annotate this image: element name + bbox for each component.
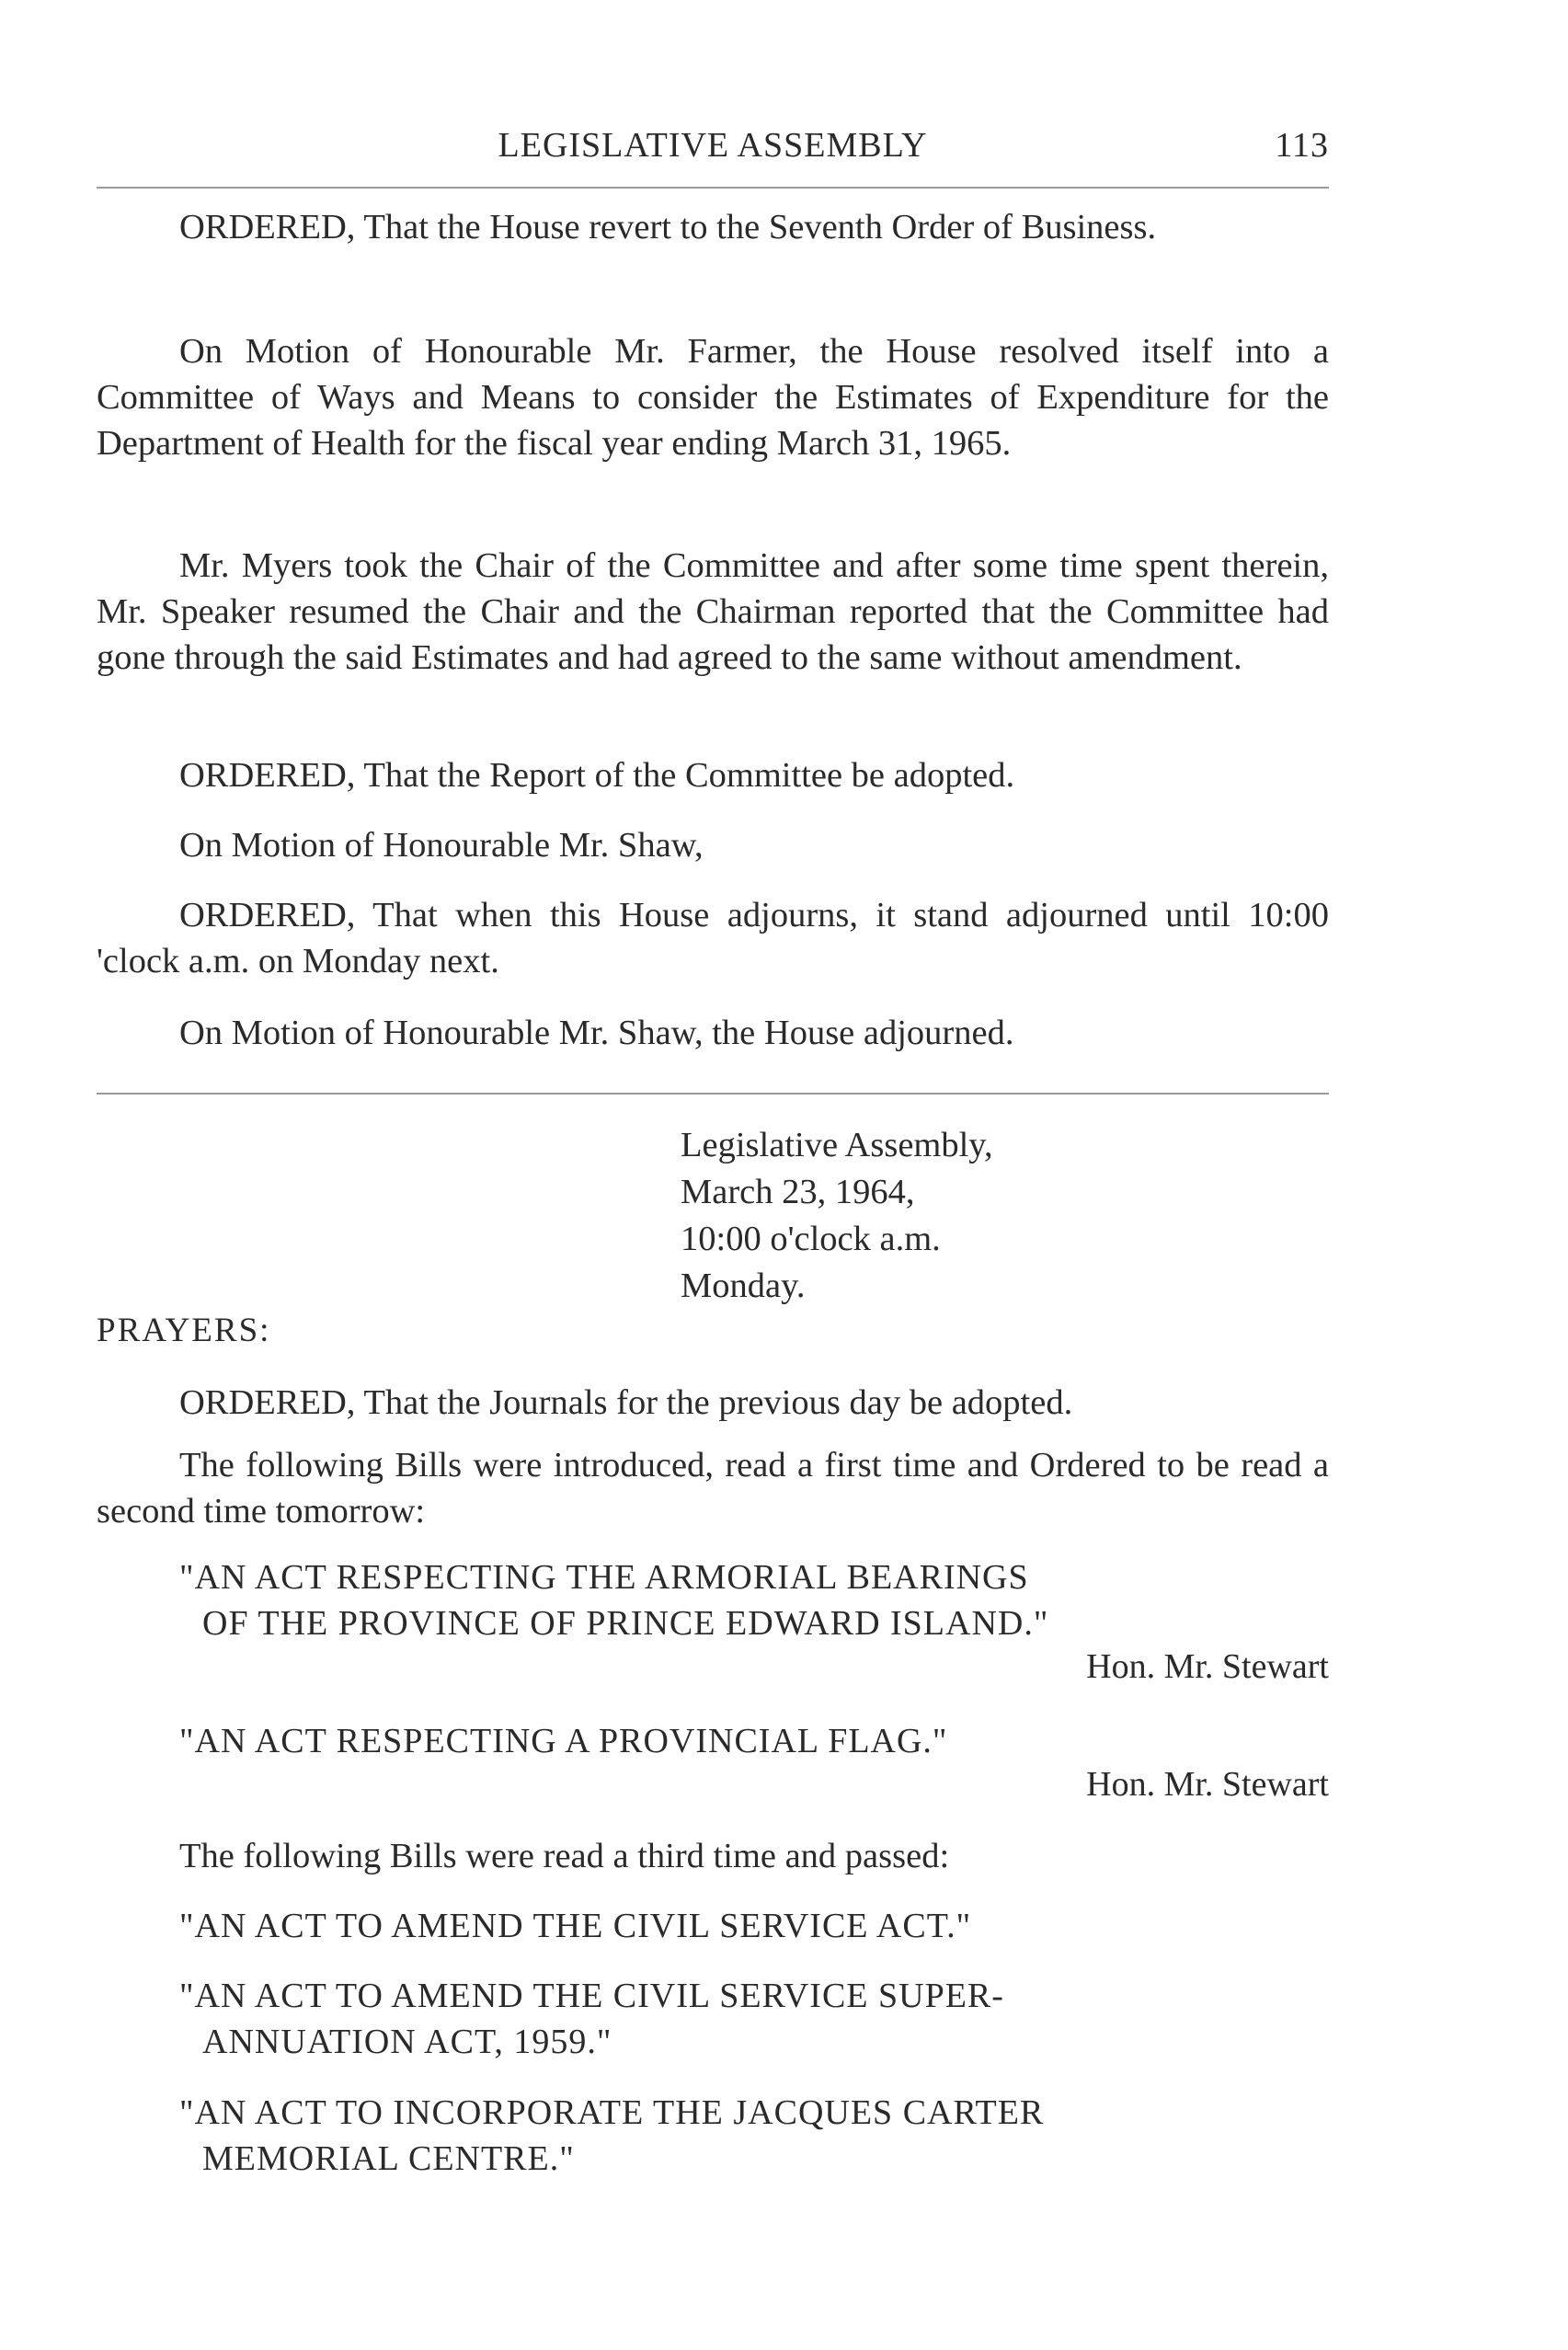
bill-sponsor: Hon. Mr. Stewart xyxy=(1086,1765,1329,1804)
bill-title-line: "AN ACT TO AMEND THE CIVIL SERVICE SUPER- xyxy=(179,1977,1004,2015)
running-header xyxy=(97,125,1329,180)
bill-title-line: ANNUATION ACT, 1959." xyxy=(202,2023,612,2061)
adjournment-order-paragraph: ORDERED, That when this House adjourns, it stand adjourned until 10:00 'clock a.m. on Monday next. xyxy=(97,896,1329,980)
bill-title-line: "AN ACT TO INCORPORATE THE JACQUES CARTER xyxy=(179,2093,1045,2132)
committee-report-paragraph: Mr. Myers took the Chair of the Committee and after some time spent therein, Mr. Speaker resumed the Chair and the Chairman reported that the Committee had gone through the said Estimates and had agreed to the same without amendment. xyxy=(97,546,1329,677)
bill-title-line: MEMORIAL CENTRE." xyxy=(202,2139,575,2178)
dateline-date: March 23, 1964, xyxy=(681,1173,915,1211)
bill-jacques-carter xyxy=(179,2090,1329,2182)
dateline-day: Monday. xyxy=(681,1267,806,1305)
bill-civil-service-superannuation xyxy=(179,1973,1329,2065)
bill-title-line: OF THE PROVINCE OF PRINCE EDWARD ISLAND." xyxy=(202,1604,1049,1643)
bill-title-line: "AN ACT RESPECTING A PROVINCIAL FLAG." xyxy=(179,1722,948,1760)
header-title: LEGISLATIVE ASSEMBLY xyxy=(498,126,928,165)
bills-passed-paragraph: The following Bills were read a third time and passed: xyxy=(179,1837,950,1875)
committee-motion-paragraph: On Motion of Honourable Mr. Farmer, the House resolved itself into a Committee of Ways and Means to consider the Estimates of Expenditure for the Department of Health for the fiscal year ending March 31, 1965. xyxy=(97,332,1329,463)
page-number: 113 xyxy=(1275,126,1329,165)
house-adjourned-paragraph: On Motion of Honourable Mr. Shaw, the House adjourned. xyxy=(179,1014,1014,1052)
bill-title-line: "AN ACT TO AMEND THE CIVIL SERVICE ACT." xyxy=(179,1907,972,1945)
section-rule xyxy=(97,1093,1329,1095)
prayers-heading: PRAYERS: xyxy=(97,1312,271,1349)
sitting-dateline xyxy=(681,1122,993,1310)
header-rule xyxy=(97,187,1329,189)
bill-sponsor: Hon. Mr. Stewart xyxy=(1086,1647,1329,1686)
bill-civil-service xyxy=(179,1903,1329,1949)
bill-armorial-bearings xyxy=(179,1554,1329,1646)
order-revert-paragraph: ORDERED, That the House revert to the Seventh Order of Business. xyxy=(179,208,1157,246)
dateline-place: Legislative Assembly, xyxy=(681,1126,993,1164)
shaw-motion-paragraph: On Motion of Honourable Mr. Shaw, xyxy=(179,826,704,865)
dateline-time: 10:00 o'clock a.m. xyxy=(681,1220,941,1258)
bills-introduced-paragraph: The following Bills were introduced, read a first time and Ordered to be read a second time tomorrow: xyxy=(97,1446,1329,1530)
bill-title-line: "AN ACT RESPECTING THE ARMORIAL BEARINGS xyxy=(179,1558,1029,1597)
report-adopted-paragraph: ORDERED, That the Report of the Committee be adopted. xyxy=(179,756,1015,795)
bill-provincial-flag xyxy=(179,1718,1329,1764)
journals-adopted-paragraph: ORDERED, That the Journals for the previous day be adopted. xyxy=(179,1383,1073,1422)
